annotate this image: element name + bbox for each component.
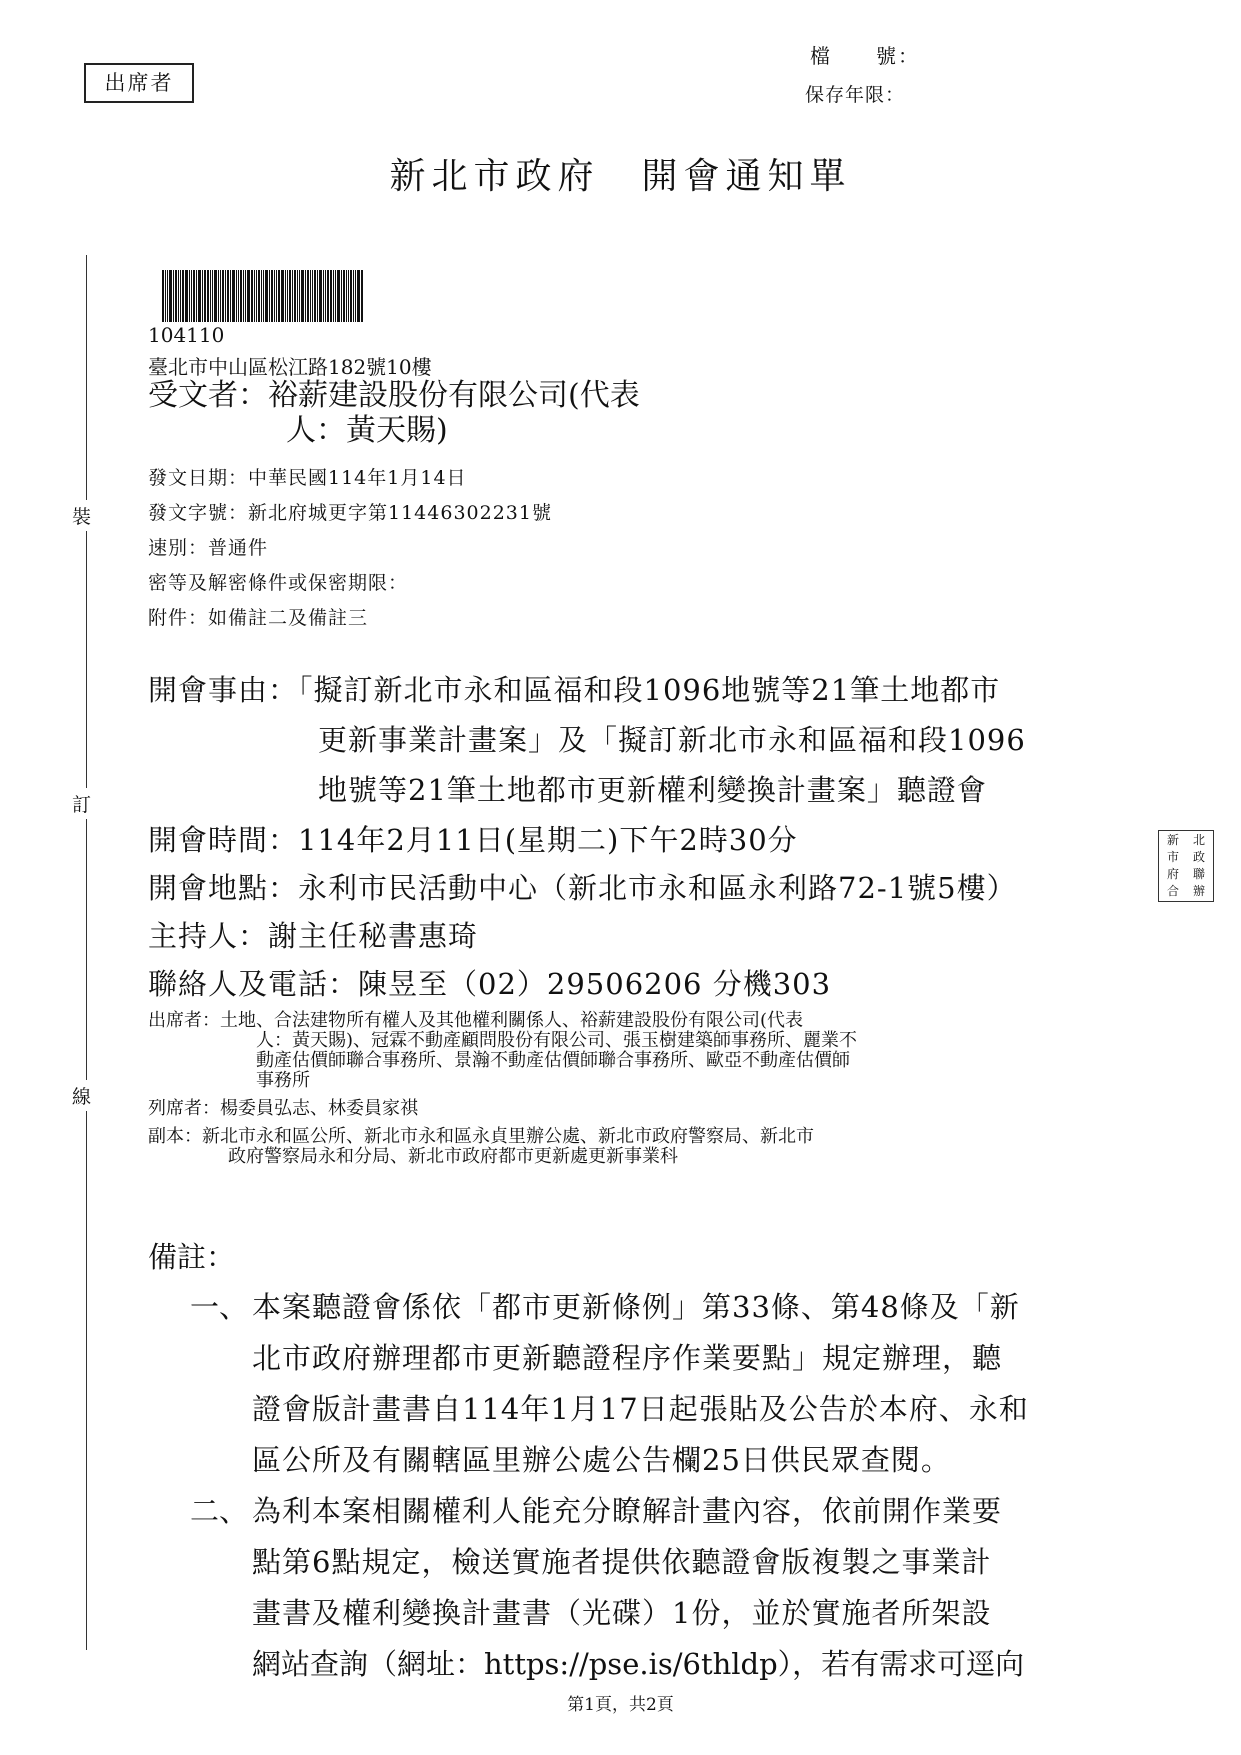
barcode-bar: [227, 270, 229, 322]
attachment: 附件：如備註二及備註三: [148, 607, 369, 629]
barcode-bar: [238, 270, 239, 322]
barcode-bar: [182, 270, 184, 322]
barcode-bar: [236, 270, 237, 322]
barcode-bar: [263, 270, 264, 322]
barcode-bar: [225, 270, 226, 322]
note-1-line: 證會版計畫書自114年1月17日起張貼及公告於本府、永和: [252, 1392, 1029, 1426]
stamp-char: 政: [1192, 850, 1205, 864]
barcode-bar: [175, 270, 177, 322]
copies-line-2: 政府警察局永和分局、新北市政府都市更新處更新事業科: [228, 1146, 678, 1167]
retention-period-label: 保存年限：: [805, 84, 906, 106]
barcode-bar: [307, 270, 309, 322]
barcode-bar: [230, 270, 231, 322]
copies-line-1: 副本：新北市永和區公所、新北市永和區永貞里辦公處、新北市政府警察局、新北市: [148, 1126, 814, 1147]
barcode: [162, 270, 446, 322]
binding-line: [86, 255, 87, 1650]
barcode-bar: [323, 270, 324, 322]
barcode-bar: [287, 270, 288, 322]
barcode-bar: [299, 270, 300, 322]
barcode-bar: [222, 270, 224, 322]
meeting-host: 主持人：謝主任秘書惠琦: [148, 919, 479, 953]
delivery-speed: 速別：普通件: [148, 537, 269, 559]
barcode-bar: [210, 270, 211, 322]
barcode-bar: [312, 270, 313, 322]
barcode-bar: [301, 270, 304, 322]
barcode-bar: [341, 270, 342, 322]
note-1-label: 一、: [190, 1290, 249, 1324]
barcode-bar: [254, 270, 255, 322]
barcode-bar: [327, 270, 329, 322]
barcode-bar: [251, 270, 253, 322]
file-number-label: 檔 號：: [810, 44, 920, 68]
barcode-bar: [361, 270, 363, 322]
barcode-bar: [167, 270, 168, 322]
note-1-line: 區公所及有關轄區里辦公處公告欄25日供民眾查閱。: [252, 1443, 951, 1477]
barcode-bar: [212, 270, 213, 322]
barcode-bar: [281, 270, 284, 322]
barcode-bar: [305, 270, 306, 322]
page-number: 第1頁，共2頁: [567, 1695, 674, 1715]
barcode-bar: [191, 270, 192, 322]
stamp-char: 市: [1166, 850, 1179, 864]
barcode-bar: [258, 270, 260, 322]
barcode-bar: [261, 270, 262, 322]
stamp-char: 新: [1166, 833, 1179, 847]
barcode-bar: [297, 270, 298, 322]
barcode-bar: [346, 270, 347, 322]
meeting-place: 開會地點：永利市民活動中心（新北市永和區永利路72-1號5樓）: [148, 871, 1017, 905]
barcode-bar: [292, 270, 293, 322]
barcode-bar: [169, 270, 172, 322]
note-2-line: 為利本案相關權利人能充分瞭解計畫內容，依前開作業要: [252, 1494, 1003, 1528]
barcode-bar: [355, 270, 356, 322]
binding-mark-zhuang: 裝: [72, 500, 91, 531]
barcode-bar: [178, 270, 179, 322]
attendees-line-4: 事務所: [256, 1070, 310, 1091]
binding-mark-ding: 訂: [72, 788, 91, 819]
document-title: 新北市政府 開會通知單: [389, 156, 852, 197]
contact-phone: 聯絡人及電話：陳昱至（02）29506206 分機303: [148, 967, 832, 1001]
barcode-bar: [333, 270, 334, 322]
note-2-label: 二、: [190, 1494, 249, 1528]
binding-mark-xian: 線: [72, 1080, 91, 1111]
recipient-address: 臺北市中山區松江路182號10樓: [148, 355, 432, 379]
barcode-bar: [162, 270, 164, 322]
barcode-bar: [247, 270, 250, 322]
document-number: 發文字號：新北府城更字第11446302231號: [148, 502, 552, 524]
barcode-bar: [294, 270, 296, 322]
barcode-bar: [185, 270, 188, 322]
barcode-bar: [337, 270, 340, 322]
barcode-bar: [317, 270, 318, 322]
barcode-bar: [353, 270, 354, 322]
recipient-line-2: 人：黃天賜): [286, 413, 448, 448]
note-2-line: 畫書及權利變換計畫書（光碟）1份，並於實施者所架設: [252, 1596, 992, 1630]
barcode-bar: [243, 270, 244, 322]
attendees-line-1: 出席者：土地、合法建物所有權人及其他權利關係人、裕薪建設股份有限公司(代表: [148, 1010, 804, 1031]
barcode-bar: [265, 270, 268, 322]
recipient-line-1: 受文者：裕薪建設股份有限公司(代表: [148, 378, 640, 413]
barcode-bar: [274, 270, 275, 322]
barcode-bar: [271, 270, 273, 322]
note-2-line: 網站查詢（網址：https://pse.is/6thldp），若有需求可逕向: [252, 1647, 1025, 1681]
meeting-reason-line-1: 開會事由：「擬訂新北市永和區福和段1096地號等21筆土地都市: [148, 673, 1001, 707]
barcode-bar: [204, 270, 206, 322]
barcode-bar: [314, 270, 316, 322]
barcode-bar: [232, 270, 235, 322]
observers: 列席者：楊委員弘志、林委員家祺: [148, 1098, 418, 1119]
stamp-char: 合: [1166, 884, 1179, 898]
attendees-line-2: 人：黃天賜)、冠霖不動產顧問股份有限公司、張玉樹建築師事務所、麗業不: [256, 1030, 858, 1051]
barcode-bar: [165, 270, 166, 322]
barcode-bar: [289, 270, 291, 322]
barcode-bar: [245, 270, 246, 322]
barcode-bar: [350, 270, 352, 322]
barcode-bar: [348, 270, 349, 322]
zip-code: 104110: [148, 323, 225, 347]
barcode-bar: [218, 270, 219, 322]
note-2-line: 點第6點規定，檢送實施者提供依聽證會版複製之事業計: [252, 1545, 992, 1579]
barcode-bar: [173, 270, 174, 322]
barcode-bar: [343, 270, 345, 322]
official-seal-stamp: [1158, 830, 1214, 902]
secrecy-level: 密等及解密條件或保密期限：: [148, 572, 409, 594]
stamp-char: 府: [1166, 867, 1179, 881]
notes-heading: 備註：: [148, 1240, 236, 1274]
barcode-bar: [240, 270, 242, 322]
meeting-time: 開會時間：114年2月11日(星期二)下午2時30分: [148, 823, 798, 857]
meeting-reason-line-2: 更新事業計畫案」及「擬訂新北市永和區福和段1096: [318, 723, 1026, 757]
barcode-bar: [276, 270, 277, 322]
barcode-bar: [220, 270, 221, 322]
barcode-bar: [335, 270, 336, 322]
barcode-bar: [198, 270, 201, 322]
note-1-line: 北市政府辦理都市更新聽證程序作業要點」規定辦理，聽: [252, 1341, 1003, 1375]
barcode-bar: [310, 270, 311, 322]
stamp-char: 北: [1192, 833, 1205, 847]
barcode-bar: [180, 270, 181, 322]
barcode-bar: [193, 270, 195, 322]
barcode-bar: [269, 270, 270, 322]
barcode-bar: [196, 270, 197, 322]
stamp-char: 辦: [1192, 884, 1205, 898]
barcode-bar: [278, 270, 280, 322]
barcode-bar: [214, 270, 217, 322]
barcode-bar: [256, 270, 257, 322]
barcode-bar: [330, 270, 332, 322]
note-1-line: 本案聽證會係依「都市更新條例」第33條、第48條及「新: [252, 1290, 1020, 1324]
barcode-bar: [319, 270, 322, 322]
barcode-bar: [325, 270, 326, 322]
stamp-char: 聯: [1192, 867, 1205, 881]
issue-date: 發文日期：中華民國114年1月14日: [148, 467, 467, 489]
attendees-line-3: 動產估價師聯合事務所、景瀚不動產估價師聯合事務所、歐亞不動產估價師: [256, 1050, 850, 1071]
barcode-bar: [285, 270, 286, 322]
barcode-bar: [357, 270, 360, 322]
barcode-bar: [189, 270, 190, 322]
barcode-bar: [207, 270, 209, 322]
meeting-reason-line-3: 地號等21筆土地都市更新權利變換計畫案」聽證會: [318, 773, 987, 807]
attendee-stamp-box: 出席者: [84, 63, 194, 103]
barcode-bar: [202, 270, 203, 322]
